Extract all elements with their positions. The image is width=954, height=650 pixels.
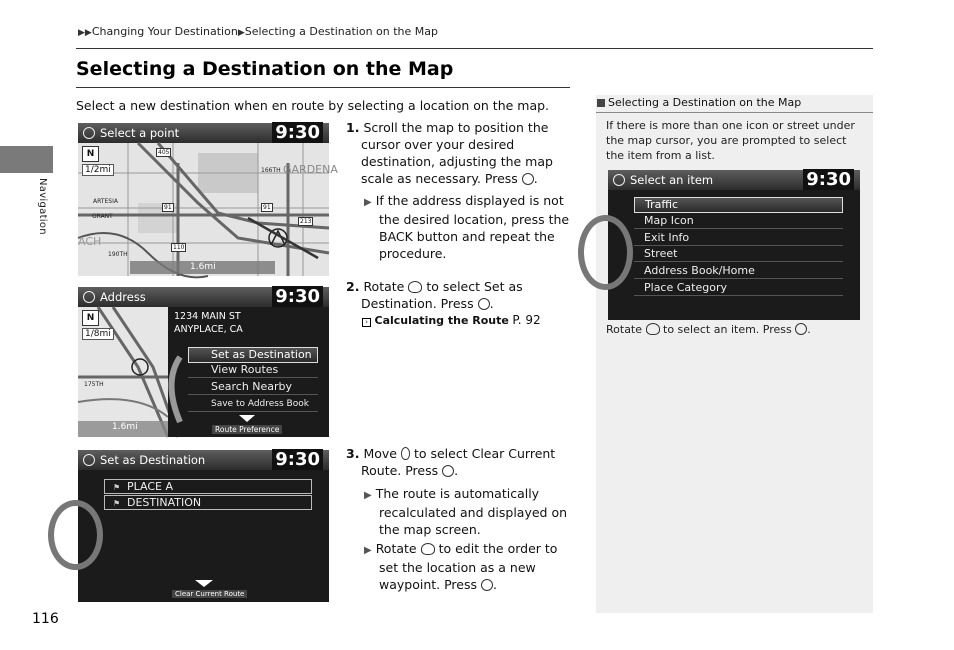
note-text: to edit the order to xyxy=(438,541,558,556)
street-label: 190TH xyxy=(108,251,128,258)
screen-address xyxy=(78,287,329,437)
press-icon xyxy=(795,323,807,335)
note-text: recalculated and displayed on xyxy=(379,505,568,520)
map-scale-label[interactable]: 1/8mi xyxy=(82,328,114,340)
street-label: GARDENA xyxy=(283,163,338,176)
address-line-2: ANYPLACE, CA xyxy=(174,324,243,335)
nav-icon xyxy=(83,127,95,139)
note-text: If the address displayed is not xyxy=(375,193,564,208)
title-rule xyxy=(76,87,570,88)
step-text: . Press xyxy=(432,296,474,311)
flag-icon: ⚑ xyxy=(113,483,121,492)
address-line-1: 1234 MAIN ST xyxy=(174,311,241,322)
step-text: . xyxy=(489,296,494,311)
set-as-destination-button[interactable]: Set as Destination xyxy=(188,347,318,363)
bullet-icon: ▶ xyxy=(364,490,372,501)
screen-title: Set as Destination xyxy=(100,453,206,467)
option-text: Set as xyxy=(484,279,523,294)
note-text: Rotate xyxy=(375,541,417,556)
side-note-header xyxy=(596,95,873,113)
north-up-icon[interactable]: N xyxy=(82,146,99,162)
step-text: . xyxy=(533,171,538,186)
note-text: The route is automatically xyxy=(375,486,540,501)
item-street[interactable]: Street xyxy=(634,247,843,262)
item-traffic[interactable]: Traffic xyxy=(634,197,843,213)
nav-icon xyxy=(83,454,95,466)
interface-dial-icon xyxy=(646,323,660,335)
step-3-note-2 xyxy=(364,540,557,593)
street-label: ACH xyxy=(78,235,102,248)
screen-header xyxy=(78,123,329,143)
step-3-note-1 xyxy=(364,485,567,538)
scale-bar-label: 1.6mi xyxy=(190,262,216,272)
street-label: GRANT xyxy=(92,213,113,220)
breadcrumb-part2: Selecting a Destination on the Map xyxy=(244,25,438,38)
highway-shield: 91 xyxy=(263,204,271,211)
save-to-address-book-button[interactable]: Save to Address Book xyxy=(188,397,318,412)
step-text: cursor over your desired xyxy=(361,137,515,152)
option-text: Clear Current xyxy=(471,446,556,461)
note-text: set the location as a new xyxy=(379,560,536,575)
clock: 9:30 xyxy=(272,449,323,470)
clear-current-route-button[interactable]: Clear Current Route xyxy=(172,590,247,598)
breadcrumb-part1: Changing Your Destination xyxy=(91,25,238,38)
highway-shield: 405 xyxy=(158,149,170,156)
screen-header xyxy=(78,287,329,307)
item-exit-info[interactable]: Exit Info xyxy=(634,231,843,246)
breadcrumb-arrows: ▶▶ xyxy=(78,28,92,38)
step-2 xyxy=(346,278,556,312)
note-text: waypoint. Press xyxy=(379,577,478,592)
note-text: BACK button and repeat the xyxy=(379,229,555,244)
joystick-icon xyxy=(401,447,410,460)
xref-label: Calculating the Route xyxy=(374,314,509,327)
cross-reference[interactable] xyxy=(362,313,541,327)
screen-title: Select an item xyxy=(630,173,714,187)
step-text: Scroll the map to position the xyxy=(363,120,549,135)
breadcrumb xyxy=(78,25,438,38)
down-arrow-icon xyxy=(195,580,213,587)
screen-select-point xyxy=(78,122,338,276)
note-text: the map screen. xyxy=(379,522,481,537)
flag-icon: ⚑ xyxy=(113,499,121,508)
screen-set-as-destination xyxy=(78,450,329,602)
waypoint-label: PLACE A xyxy=(127,480,173,493)
north-up-icon[interactable]: N xyxy=(82,310,99,326)
dial-graphic xyxy=(578,215,633,290)
press-icon xyxy=(522,173,534,185)
nav-icon xyxy=(613,174,625,186)
step-text: destination, adjusting the map xyxy=(361,154,553,169)
street-label: 175TH xyxy=(84,381,104,388)
down-arrow-icon xyxy=(239,415,255,422)
street-label: ARTESIA xyxy=(93,198,118,205)
clock: 9:30 xyxy=(272,286,323,307)
xref-icon: › xyxy=(362,318,371,327)
scale-bar-label: 1.6mi xyxy=(112,422,138,432)
bullet-icon: ▶ xyxy=(364,197,372,208)
caption-text: Rotate xyxy=(606,323,643,336)
page-number: 116 xyxy=(32,611,59,627)
xref-page: P. 92 xyxy=(512,313,541,327)
map-view[interactable] xyxy=(78,143,338,276)
step-text: Move xyxy=(363,446,397,461)
map-scale-label[interactable]: 1/2mi xyxy=(82,164,114,176)
highway-shield: 213 xyxy=(300,218,312,225)
route-preference-button[interactable]: Route Preference xyxy=(212,425,282,434)
press-icon xyxy=(478,298,490,310)
page-title: Selecting a Destination on the Map xyxy=(76,58,454,80)
step-number: 3. xyxy=(346,446,360,461)
option-text: Route xyxy=(361,463,398,478)
interface-dial-icon xyxy=(408,281,422,293)
breadcrumb-separator: ▶ xyxy=(237,28,245,38)
item-address-book-home[interactable]: Address Book/Home xyxy=(634,264,843,279)
screen-header xyxy=(608,170,860,190)
bullet-icon: ▶ xyxy=(364,545,372,556)
step-text: Rotate xyxy=(363,279,405,294)
street-label: 166TH xyxy=(261,167,281,174)
note-box-icon xyxy=(597,99,605,107)
step-1 xyxy=(346,119,556,187)
clock: 9:30 xyxy=(803,169,854,190)
step-text: . xyxy=(454,463,459,478)
section-tab xyxy=(0,146,53,173)
nav-icon xyxy=(83,291,95,303)
highway-shield: 110 xyxy=(173,244,185,251)
intro-text: Select a new destination when en route by selecting a location on the map. xyxy=(76,98,550,113)
side-note-caption xyxy=(606,323,811,336)
top-rule xyxy=(76,48,873,49)
caption-text: to select an item. Press xyxy=(663,323,792,336)
side-note-panel xyxy=(596,95,873,613)
section-label: Navigation xyxy=(37,178,48,235)
note-text: procedure. xyxy=(379,246,447,261)
waypoint-item[interactable] xyxy=(104,479,312,494)
note-text: the desired location, press the xyxy=(379,212,570,227)
screen-title: Select a point xyxy=(100,126,180,140)
step-number: 2. xyxy=(346,279,360,294)
highway-shield: 91 xyxy=(164,204,172,211)
step-number: 1. xyxy=(346,120,360,135)
destination-item[interactable] xyxy=(104,495,312,510)
step-text: . Press xyxy=(397,463,439,478)
step-text: to select xyxy=(426,279,481,294)
step-3 xyxy=(346,445,561,479)
note-text: . xyxy=(493,577,497,592)
press-icon xyxy=(442,465,454,477)
press-icon xyxy=(481,579,493,591)
item-place-category[interactable]: Place Category xyxy=(634,281,843,296)
screen-header xyxy=(78,450,329,470)
screen-title: Address xyxy=(100,290,146,304)
clock: 9:30 xyxy=(272,122,323,143)
option-text: Destination xyxy=(361,296,433,311)
destination-label: DESTINATION xyxy=(127,496,202,509)
screen-select-item xyxy=(608,170,860,320)
side-note-title: Selecting a Destination on the Map xyxy=(608,96,802,109)
view-routes-button[interactable]: View Routes xyxy=(188,363,318,378)
step-1-note xyxy=(364,192,569,262)
interface-dial-icon xyxy=(421,543,435,555)
side-note-text: If there is more than one icon or street under the map cursor, you are prompted to select the item from a list. xyxy=(606,119,855,162)
item-map-icon[interactable]: Map Icon xyxy=(634,214,843,229)
search-nearby-button[interactable]: Search Nearby xyxy=(188,380,318,395)
step-text: to select xyxy=(413,446,468,461)
caption-text: . xyxy=(807,323,811,336)
step-text: scale as necessary. Press xyxy=(361,171,518,186)
dial-graphic xyxy=(48,500,103,570)
